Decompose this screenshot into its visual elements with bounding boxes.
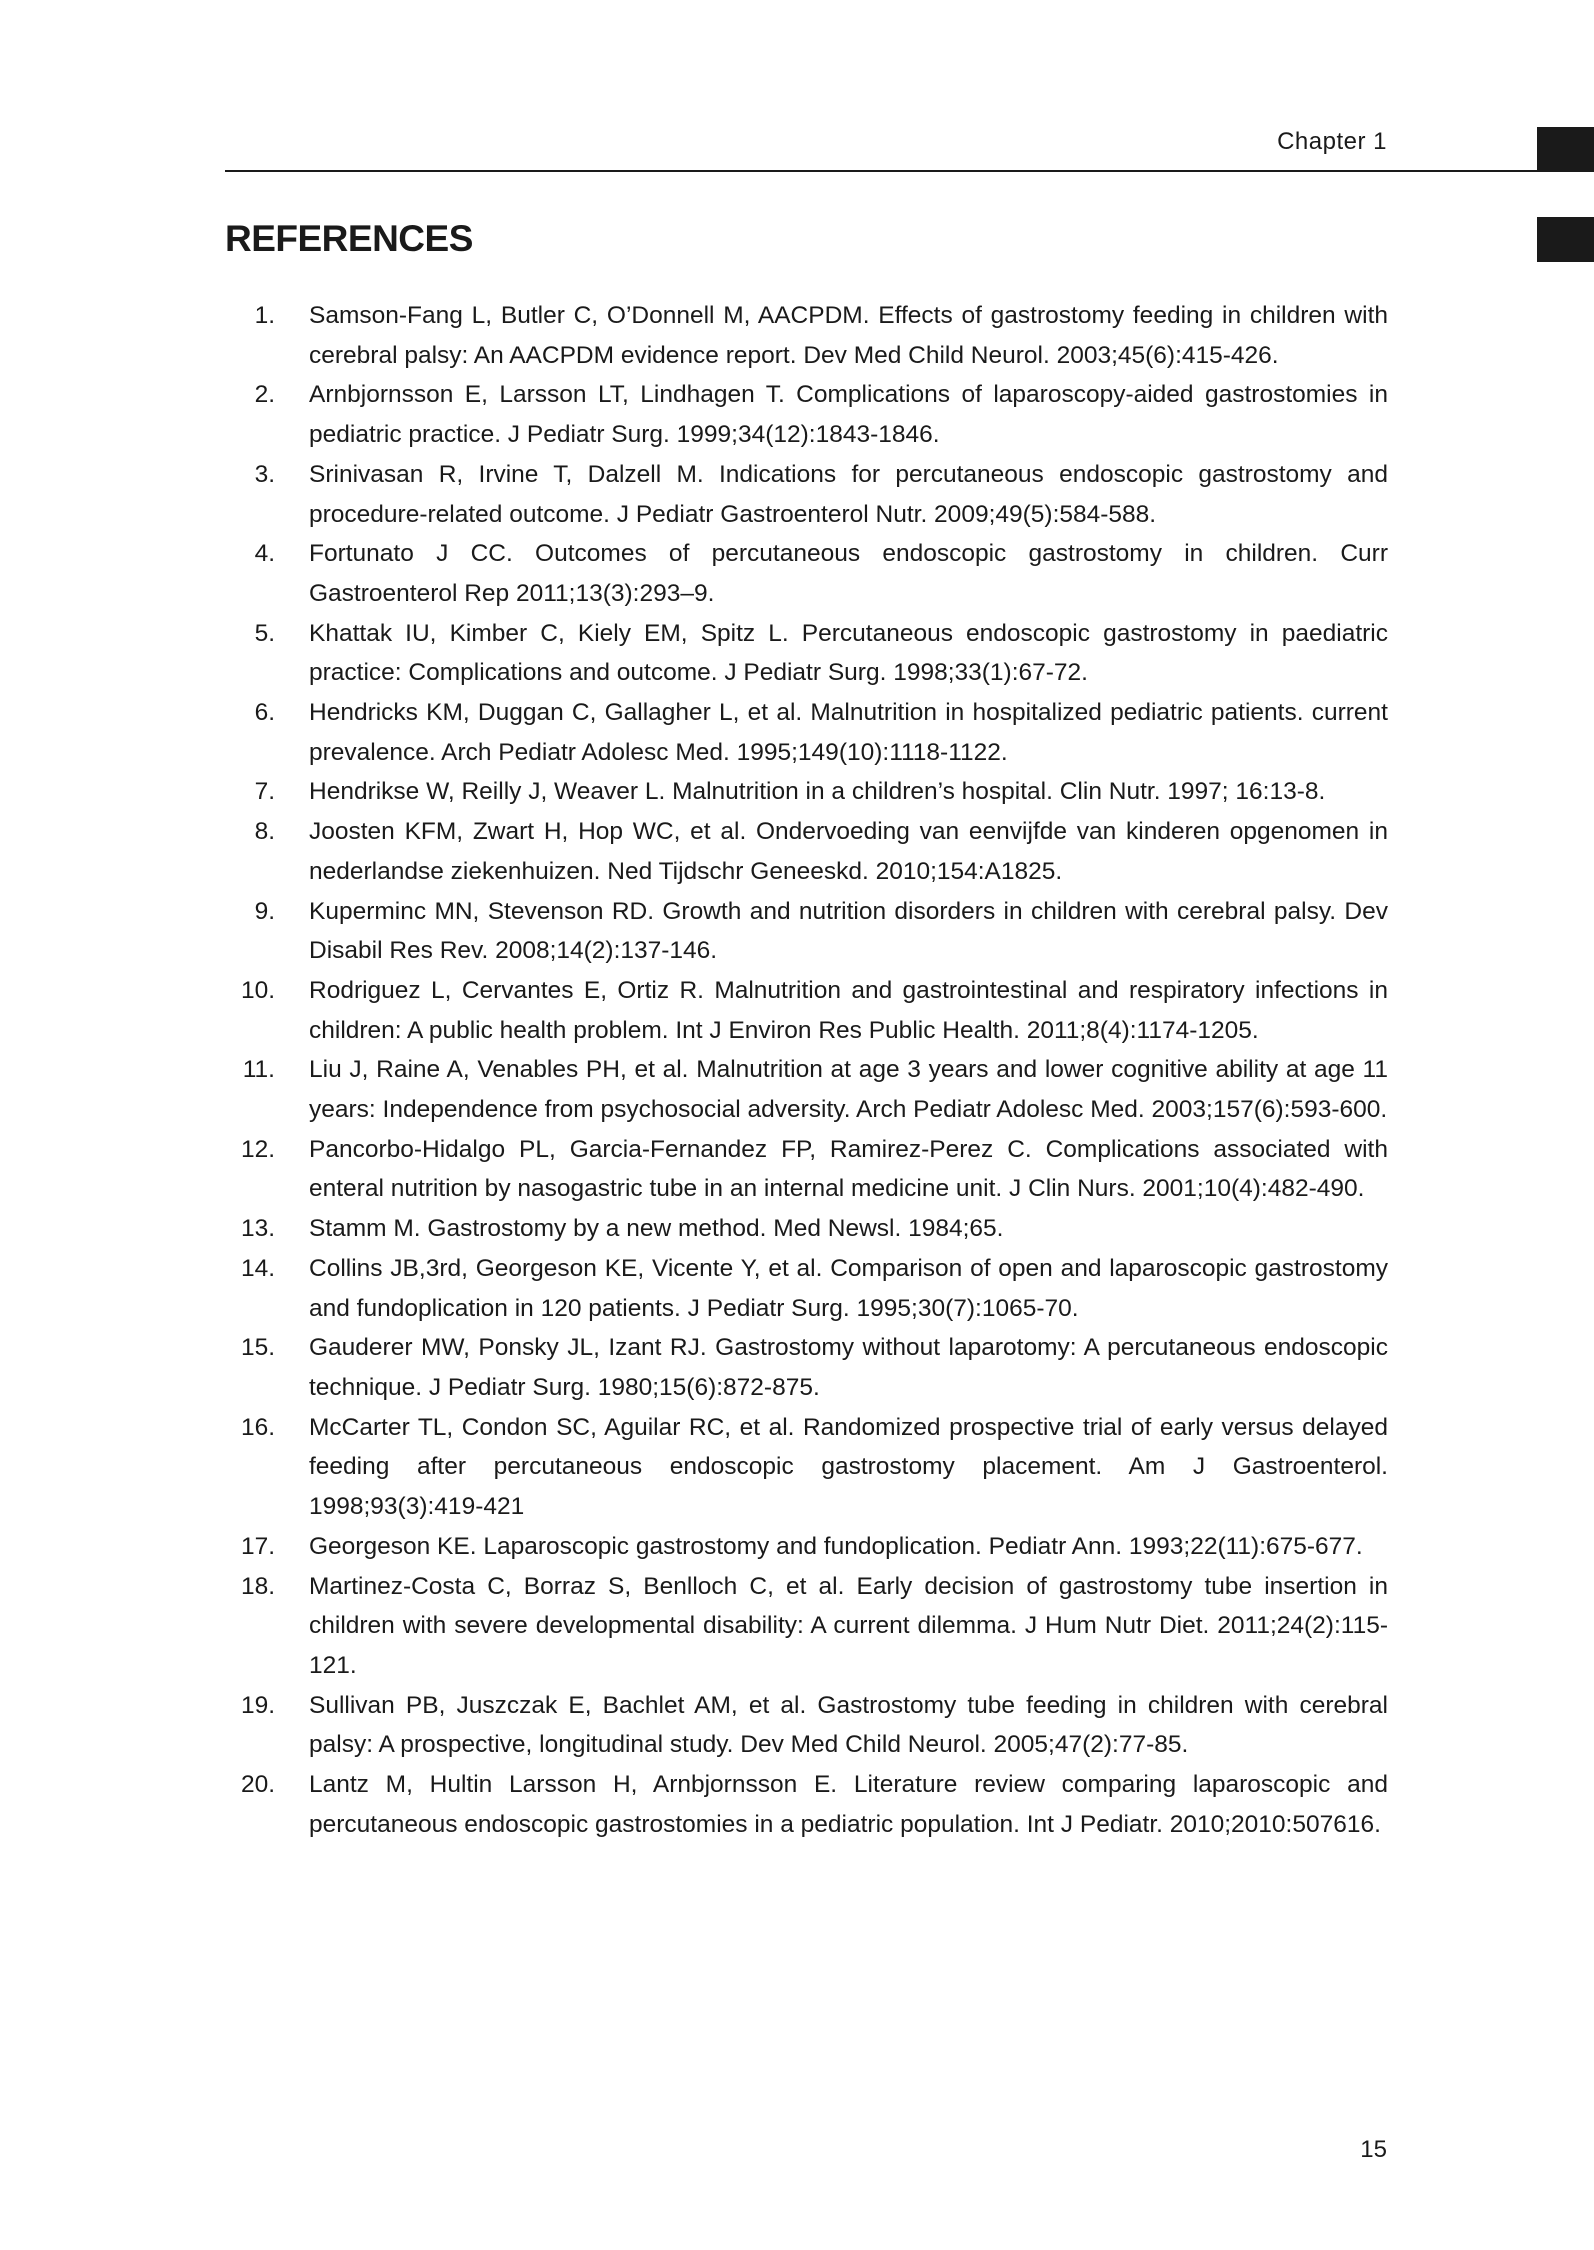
page-number: 15 xyxy=(1360,2136,1387,2163)
reference-number: 7. xyxy=(254,778,275,806)
reference-item xyxy=(225,693,1388,772)
reference-text: Collins JB,3rd, Georgeson KE, Vicente Y, et al. Comparison of open and laparoscopic gastrostomy and fundoplication in 120 patients. J Pediatr Surg. 1995;30(7):1065-70. xyxy=(309,1254,1388,1322)
reference-number: 15. xyxy=(240,1334,275,1362)
reference-text: Samson-Fang L, Butler C, O’Donnell M, AACPDM. Effects of gastrostomy feeding in children with cerebral palsy: An AACPDM evidence report. Dev Med Child Neurol. 2003;45(6):415-426. xyxy=(309,302,1388,369)
reference-item xyxy=(225,1527,1388,1567)
reference-item xyxy=(225,375,1388,454)
reference-text: Lantz M, Hultin Larsson H, Arnbjornsson E. Literature review comparing laparoscopic and percutaneous endoscopic gastrostomies in a pediatric population. Int J Pediatr. 2010;2010:507616. xyxy=(309,1771,1388,1838)
reference-text: Srinivasan R, Irvine T, Dalzell M. Indications for percutaneous endoscopic gastrostomy and procedure-related outcome. J Pediatr Gastroenterol Nutr. 2009;49(5):584-588. xyxy=(309,460,1388,528)
reference-item xyxy=(225,1050,1388,1129)
reference-text: Georgeson KE. Laparoscopic gastrostomy and fundoplication. Pediatr Ann. 1993;22(11):675-677. xyxy=(309,1532,1363,1560)
reference-text: Kuperminc MN, Stevenson RD. Growth and nutrition disorders in children with cerebral palsy. Dev Disabil Res Rev. 2008;14(2):137-146. xyxy=(309,897,1388,965)
reference-item xyxy=(225,534,1388,613)
running-header-chapter: Chapter 1 xyxy=(1277,128,1387,155)
reference-number: 11. xyxy=(242,1056,275,1084)
reference-number: 19. xyxy=(240,1691,275,1719)
reference-number: 14. xyxy=(240,1254,275,1282)
reference-number: 10. xyxy=(240,976,275,1004)
reference-item xyxy=(225,1765,1388,1844)
reference-text: Liu J, Raine A, Venables PH, et al. Malnutrition at age 3 years and lower cognitive ability at age 11 years: Independence from psychosocial adversity. Arch Pediatr Adolesc Med. 2003;157(6):593-600. xyxy=(309,1056,1388,1124)
reference-number: 5. xyxy=(254,619,275,647)
reference-number: 2. xyxy=(254,381,275,409)
reference-item xyxy=(225,1686,1388,1765)
reference-text: Pancorbo-Hidalgo PL, Garcia-Fernandez FP, Ramirez-Perez C. Complications associated with enteral nutrition by nasogastric tube in an internal medicine unit. J Clin Nurs. 2001;10(4):482-490. xyxy=(309,1135,1388,1203)
reference-number: 20. xyxy=(240,1771,275,1799)
chapter-tab-marker xyxy=(1537,127,1594,172)
reference-text: Fortunato J CC. Outcomes of percutaneous endoscopic gastrostomy in children. Curr Gastroenterol Rep 2011;13(3):293–9. xyxy=(309,540,1388,607)
reference-list xyxy=(225,296,1388,1844)
reference-item xyxy=(225,1328,1388,1407)
reference-number: 9. xyxy=(254,897,275,925)
reference-text: Sullivan PB, Juszczak E, Bachlet AM, et al. Gastrostomy tube feeding in children with cerebral palsy: A prospective, longitudinal study. Dev Med Child Neurol. 2005;47(2):77-85. xyxy=(309,1691,1388,1759)
reference-item xyxy=(225,296,1388,375)
reference-item xyxy=(225,772,1388,812)
reference-item xyxy=(225,455,1388,534)
section-heading: REFERENCES xyxy=(225,218,473,259)
reference-number: 18. xyxy=(240,1572,275,1600)
reference-text: McCarter TL, Condon SC, Aguilar RC, et al. Randomized prospective trial of early versus delayed feeding after percutaneous endoscopic gastrostomy placement. Am J Gastroenterol. 1998;93(3):419-421 xyxy=(309,1413,1388,1521)
reference-item xyxy=(225,892,1388,971)
reference-item xyxy=(225,1408,1388,1527)
reference-text: Joosten KFM, Zwart H, Hop WC, et al. Ondervoeding van eenvijfde van kinderen opgenomen in nederlandse ziekenhuizen. Ned Tijdschr Geneeskd. 2010;154:A1825. xyxy=(309,818,1388,885)
reference-text: Rodriguez L, Cervantes E, Ortiz R. Malnutrition and gastrointestinal and respiratory infections in children: A public health problem. Int J Environ Res Public Health. 2011;8(4):1174-1205. xyxy=(309,976,1388,1044)
reference-number: 4. xyxy=(254,540,275,568)
reference-number: 3. xyxy=(254,460,275,488)
reference-number: 12. xyxy=(240,1135,275,1163)
reference-number: 16. xyxy=(240,1413,275,1441)
reference-item xyxy=(225,1130,1388,1209)
reference-item xyxy=(225,614,1388,693)
reference-number: 8. xyxy=(254,818,275,846)
header-rule xyxy=(225,170,1594,172)
reference-text: Arnbjornsson E, Larsson LT, Lindhagen T. Complications of laparoscopy-aided gastrostomies in pediatric practice. J Pediatr Surg. 1999;34(12):1843-1846. xyxy=(309,381,1388,449)
reference-number: 13. xyxy=(240,1215,275,1243)
reference-number: 1. xyxy=(254,302,275,329)
reference-item xyxy=(225,812,1388,891)
reference-text: Martinez-Costa C, Borraz S, Benlloch C, et al. Early decision of gastrostomy tube insertion in children with severe developmental disability: A current dilemma. J Hum Nutr Diet. 2011;24(2):115-121. xyxy=(309,1572,1388,1679)
reference-text: Hendricks KM, Duggan C, Gallagher L, et al. Malnutrition in hospitalized pediatric patients. current prevalence. Arch Pediatr Adolesc Med. 1995;149(10):1118-1122. xyxy=(309,699,1388,766)
reference-text: Gauderer MW, Ponsky JL, Izant RJ. Gastrostomy without laparotomy: A percutaneous endoscopic technique. J Pediatr Surg. 1980;15(6):872-875. xyxy=(309,1334,1388,1401)
reference-item xyxy=(225,1209,1388,1249)
reference-text: Hendrikse W, Reilly J, Weaver L. Malnutrition in a children’s hospital. Clin Nutr. 1997; 16:13-8. xyxy=(309,778,1326,806)
chapter-tab-marker-secondary xyxy=(1537,217,1594,262)
reference-item xyxy=(225,1249,1388,1328)
reference-number: 17. xyxy=(240,1532,275,1560)
reference-text: Khattak IU, Kimber C, Kiely EM, Spitz L. Percutaneous endoscopic gastrostomy in paediatric practice: Complications and outcome. J Pediatr Surg. 1998;33(1):67-72. xyxy=(309,619,1388,687)
reference-text: Stamm M. Gastrostomy by a new method. Med Newsl. 1984;65. xyxy=(309,1215,1004,1243)
reference-item xyxy=(225,971,1388,1050)
reference-number: 6. xyxy=(254,699,275,727)
reference-item xyxy=(225,1567,1388,1686)
